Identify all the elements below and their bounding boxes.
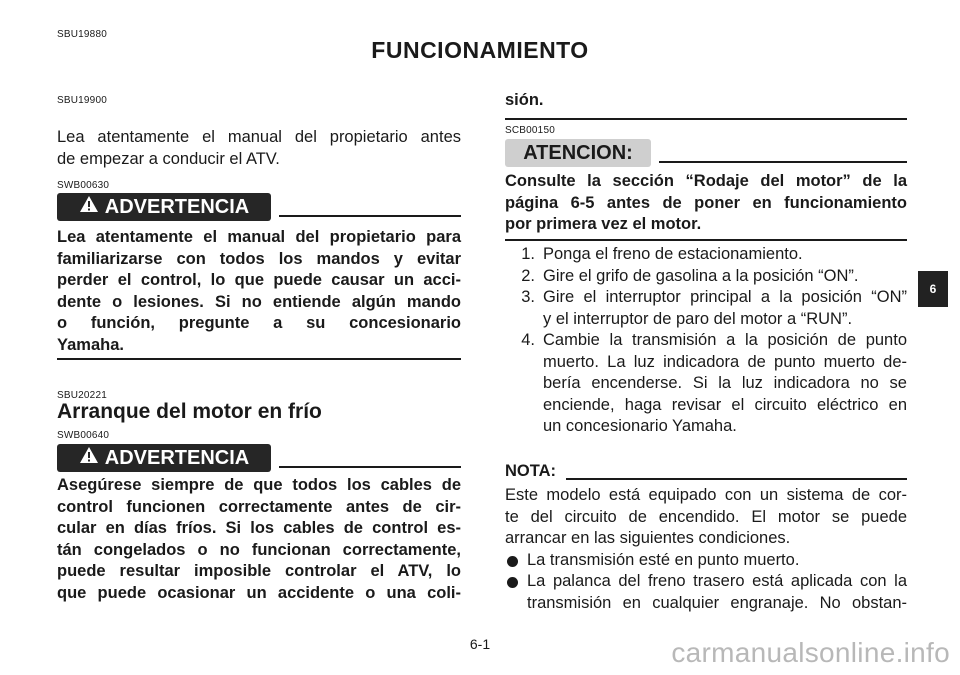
step-line: un concesionario Yamaha. <box>543 417 737 435</box>
bullet-icon <box>507 556 518 567</box>
caution-code: SCB00150 <box>505 125 555 136</box>
step-line: Gire el interruptor principal a la posición “ON” <box>543 288 907 306</box>
warning-line: familiarizarse con todos los mandos y evitar <box>57 249 461 268</box>
section-heading: Arranque del motor en frío <box>57 400 322 423</box>
warning-line: puede resultar imposible controlar el ATV, lo <box>57 562 461 580</box>
chapter-tab-number: 6 <box>929 282 937 296</box>
warning-label: ADVERTENCIA <box>104 195 250 218</box>
step-line: bería encenderse. Si la luz indicadora no se <box>543 374 907 392</box>
chapter-tab <box>918 271 948 307</box>
intro-paragraph <box>57 127 461 170</box>
warning-line: cular en días fríos. Si los cables de control es- <box>57 519 461 537</box>
warning-line: perder el control, lo que puede causar un acci- <box>57 271 461 289</box>
warning-rule <box>279 466 461 468</box>
warning-rule <box>279 215 461 217</box>
warning-label: ADVERTENCIA <box>104 446 250 469</box>
warning-line: Asegúrese siempre de que todos los cables de <box>57 476 461 494</box>
bullet-line: La palanca del freno trasero está aplicada con la <box>527 572 907 590</box>
warning-text <box>57 475 461 604</box>
bullet-icon <box>507 577 518 588</box>
page-number: 6-1 <box>469 636 491 652</box>
warning-code: SWB00640 <box>57 430 110 441</box>
warning-line: que puede ocasionar un accidente o una coli- <box>57 583 461 602</box>
warning-end-rule <box>57 358 461 360</box>
list-item <box>505 287 907 330</box>
warning-text <box>57 227 461 356</box>
warning-banner <box>57 444 271 472</box>
caution-line: por primera vez el motor. <box>505 215 702 233</box>
step-line: Gire el grifo de gasolina a la posición “ON”. <box>543 266 859 285</box>
step-number: 4. <box>521 331 535 349</box>
nota-label: NOTA: <box>505 462 557 480</box>
step-line: Ponga el freno de estacionamiento. <box>543 245 803 263</box>
nota-line: arrancar en las siguientes condiciones. <box>505 529 791 547</box>
nota-rule <box>566 478 907 480</box>
watermark-text: carmanualsonline.info <box>671 637 950 668</box>
caution-line: Consulte la sección “Rodaje del motor” de la <box>505 172 907 190</box>
warning-banner <box>57 193 271 221</box>
step-line: enciende, haga revisar el circuito eléctrico en <box>543 395 907 414</box>
bullet-line: La transmisión esté en punto muerto. <box>527 550 800 569</box>
bullet-item <box>505 550 907 572</box>
section-code: SBU20221 <box>57 390 107 401</box>
warning-line: tán congelados o no funcionan correctamente, <box>57 540 461 559</box>
caution-banner <box>505 139 651 167</box>
section-rule <box>505 118 907 120</box>
intro-line: Lea atentamente el manual del propietario antes <box>57 128 461 146</box>
step-number: 2. <box>521 266 535 285</box>
caution-label: ATENCION: <box>523 141 633 164</box>
steps-list <box>505 244 907 438</box>
continuation-text: sión. <box>505 91 544 109</box>
document-code: SBU19880 <box>57 29 107 40</box>
caution-end-rule <box>505 239 907 241</box>
section-code: SBU19900 <box>57 95 107 106</box>
step-line: muerto. La luz indicadora de punto muerto de- <box>543 352 907 371</box>
warning-triangle-icon <box>79 195 99 219</box>
nota-line: Este modelo está equipado con un sistema de cor- <box>505 486 907 504</box>
page-title: FUNCIONAMIENTO <box>371 37 589 63</box>
warning-line: o función, pregunte a su concesionario <box>57 314 461 332</box>
warning-line: control funcionen correctamente antes de cir- <box>57 497 461 516</box>
intro-line: de empezar a conducir el ATV. <box>57 149 280 168</box>
list-item <box>505 266 907 288</box>
warning-triangle-icon <box>79 446 99 470</box>
step-number: 1. <box>521 245 535 263</box>
list-item <box>505 244 907 266</box>
warning-code: SWB00630 <box>57 180 110 191</box>
nota-text <box>505 485 907 614</box>
bullet-line: transmisión en cualquier engranaje. No obstan- <box>527 593 907 612</box>
warning-line: dente o lesiones. Si no entiende algún mando <box>57 292 461 311</box>
step-number: 3. <box>521 288 535 306</box>
list-item <box>505 330 907 438</box>
caution-line: página 6-5 antes de poner en funcionamiento <box>505 193 907 212</box>
warning-line: Yamaha. <box>57 335 124 354</box>
nota-line: te del circuito de encendido. El motor se puede <box>505 507 907 526</box>
step-line: y el interruptor de paro del motor a “RUN”. <box>543 309 853 328</box>
caution-rule <box>659 161 907 163</box>
step-line: Cambie la transmisión a la posición de punto <box>543 331 907 349</box>
warning-line: Lea atentamente el manual del propietario para <box>57 228 461 246</box>
caution-text <box>505 171 907 236</box>
bullet-item <box>505 571 907 614</box>
